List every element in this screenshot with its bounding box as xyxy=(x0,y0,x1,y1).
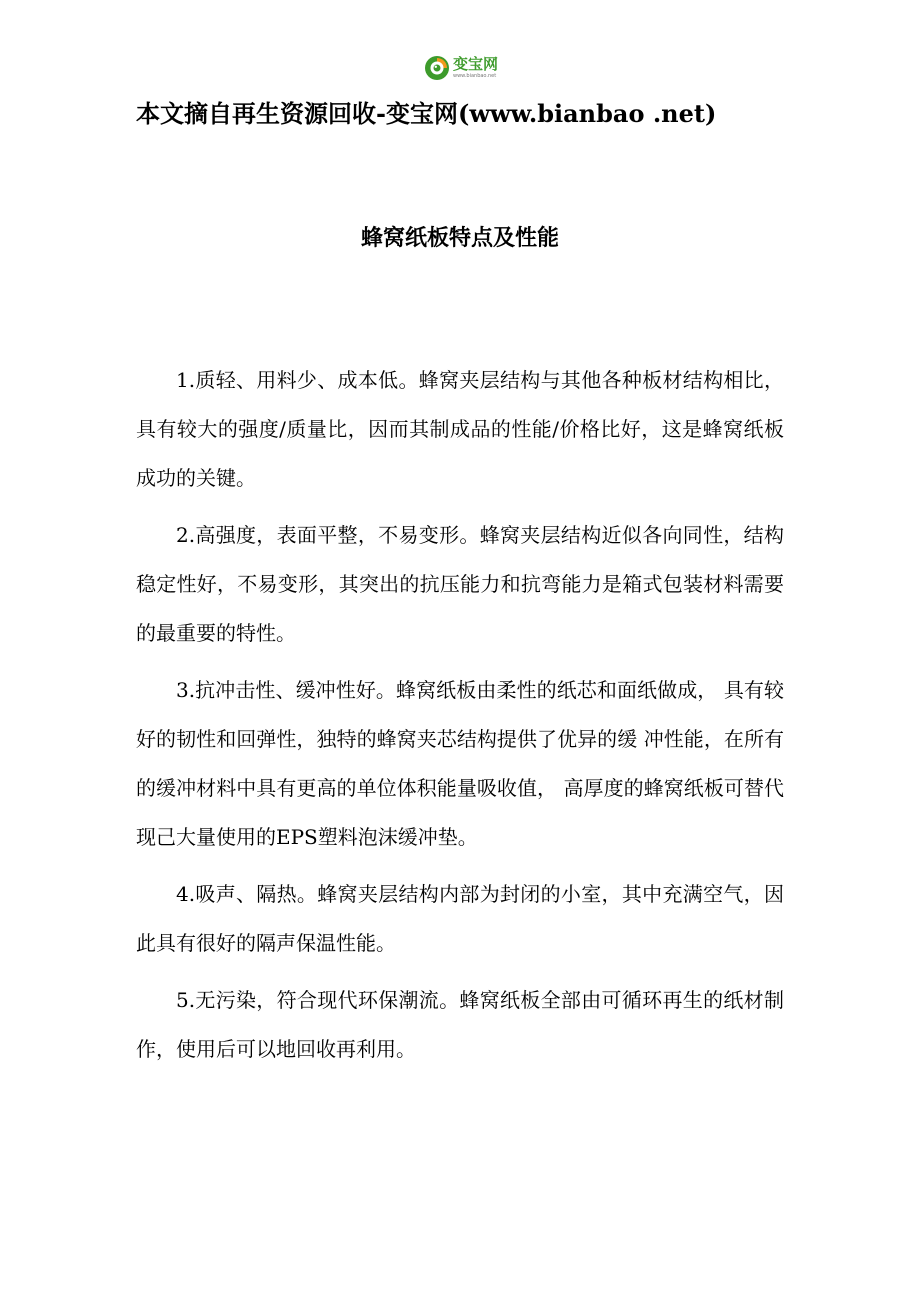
paragraph-4: 4.吸声、隔热。蜂窝夹层结构内部为封闭的小室，其中充满空气，因此具有很好的隔声保温性能。 xyxy=(136,882,784,955)
bianbao-logo-icon xyxy=(424,55,450,81)
paragraph-5: 5.无污染，符合现代环保潮流。蜂窝纸板全部由可循环再生的纸材制作，使用后可以地回收再利用。 xyxy=(136,988,784,1061)
document-title: 蜂窝纸板特点及性能 xyxy=(360,225,559,251)
paragraph-2: 2.高强度，表面平整，不易变形。蜂窝夹层结构近似各向同性，结构稳定性好，不易变形，其突出的抗压能力和抗弯能力是箱式包装材料需要的最重要的特性。 xyxy=(136,523,784,645)
source-attribution: 本文摘自再生资源回收-变宝网(www.bianbao .net) xyxy=(136,99,717,128)
logo-url: www.bianbao.net xyxy=(453,73,497,79)
paragraph-1: 1.质轻、用料少、成本低。蜂窝夹层结构与其他各种板材结构相比，具有较大的强度/质量比，因而其制成品的性能/价格比好，这是蜂窝纸板成功的关键。 xyxy=(136,368,784,490)
paragraph-3: 3.抗冲击性、缓冲性好。蜂窝纸板由柔性的纸芯和面纸做成， 具有较好的韧性和回弹性，独特的蜂窝夹芯结构提供了优异的缓 冲性能，在所有的缓冲材料中具有更高的单位体积能量吸收值， 高厚度的蜂窝纸板可替代现己大量使用的EPS塑料泡沫缓冲垫。 xyxy=(136,678,784,849)
logo-text xyxy=(453,57,498,79)
logo-name: 变宝网 xyxy=(453,55,499,73)
site-logo[interactable] xyxy=(424,52,506,84)
document-body xyxy=(136,356,784,1082)
